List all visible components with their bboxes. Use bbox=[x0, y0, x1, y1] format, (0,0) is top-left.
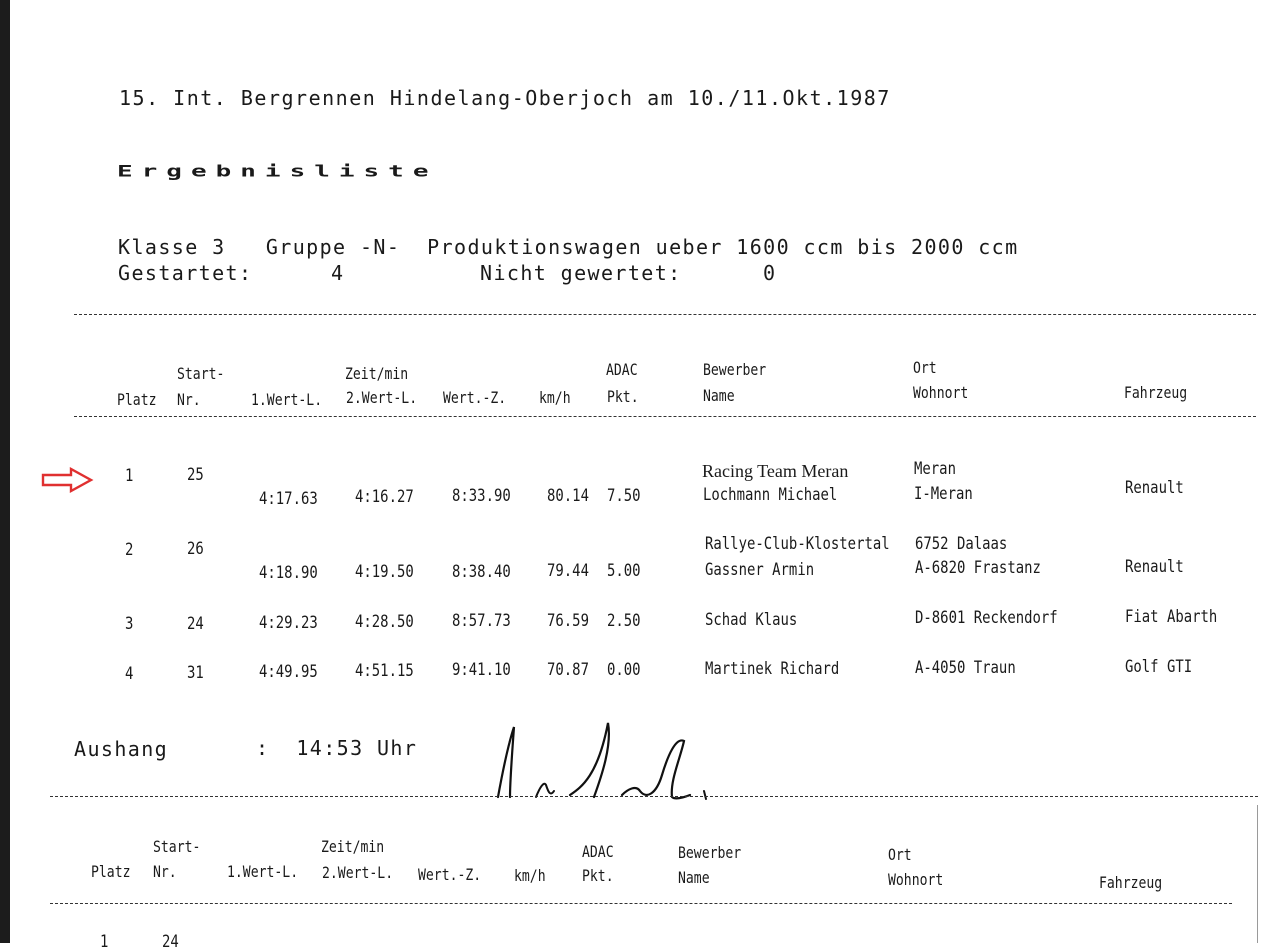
divider-header bbox=[74, 416, 1256, 417]
row-wert1: 4:29.23 bbox=[259, 613, 318, 633]
row-kmh: 76.59 bbox=[547, 611, 589, 631]
col-wertz: Wert.-Z. bbox=[443, 388, 507, 407]
col-bewerber-bottom: Name bbox=[703, 386, 735, 405]
event-title: 15. Int. Bergrennen Hindelang-Oberjoch am 10./11.Okt.1987 bbox=[119, 86, 891, 110]
row-wert1: 4:17.63 bbox=[259, 489, 318, 509]
col-fahrzeug: Fahrzeug bbox=[1124, 383, 1188, 402]
col-bewerber-top: Bewerber bbox=[678, 843, 742, 862]
col-start-bottom: Nr. bbox=[153, 862, 177, 881]
row-wohnort: I-Meran bbox=[914, 484, 973, 504]
col-zeit-top: Zeit/min bbox=[345, 364, 409, 383]
col-start-top: Start- bbox=[153, 837, 201, 856]
row-wert2: 4:51.15 bbox=[355, 661, 414, 681]
signature-icon bbox=[490, 715, 730, 805]
row-ort: Meran bbox=[914, 459, 956, 479]
col-wert2: 2.Wert-L. bbox=[346, 388, 418, 407]
col-adac-top: ADAC bbox=[582, 842, 614, 861]
col-ort-top: Ort bbox=[913, 358, 937, 377]
col-wertz: Wert.-Z. bbox=[418, 865, 482, 884]
row-adac: 0.00 bbox=[607, 660, 641, 680]
col-adac-top: ADAC bbox=[606, 360, 638, 379]
row-adac: 5.00 bbox=[607, 561, 641, 581]
col-kmh: km/h bbox=[539, 388, 571, 407]
col-start-bottom: Nr. bbox=[177, 390, 201, 409]
row-wertz: 8:38.40 bbox=[452, 562, 511, 582]
col-zeit-top: Zeit/min bbox=[321, 837, 385, 856]
col-kmh: km/h bbox=[514, 866, 546, 885]
row-wert2: 4:19.50 bbox=[355, 562, 414, 582]
row-wertz: 8:57.73 bbox=[452, 611, 511, 631]
row-fahrzeug: Renault bbox=[1125, 478, 1184, 498]
row-wohnort: A-4050 Traun bbox=[915, 658, 1016, 678]
col-ort-top: Ort bbox=[888, 845, 912, 864]
row-name: Gassner Armin bbox=[705, 560, 815, 580]
posting-label: Aushang bbox=[74, 737, 169, 761]
row-platz: 2 bbox=[125, 540, 134, 560]
col-wert1: 1.Wert-L. bbox=[227, 862, 299, 881]
row-wert2: 4:16.27 bbox=[355, 487, 414, 507]
row-name: Martinek Richard bbox=[705, 659, 840, 679]
col-platz: Platz bbox=[117, 390, 157, 409]
row-start-nr: 25 bbox=[187, 465, 204, 485]
row-wohnort: A-6820 Frastanz bbox=[915, 558, 1041, 578]
class-line: Klasse 3 Gruppe -N- Produktionswagen ueber 1600 ccm bis 2000 ccm bbox=[118, 235, 1019, 259]
row-wertz: 8:33.90 bbox=[452, 486, 511, 506]
list-heading: Ergebnisliste bbox=[117, 162, 438, 181]
row-bewerber: Rallye-Club-Klostertal bbox=[705, 534, 890, 554]
row-wertz: 9:41.10 bbox=[452, 660, 511, 680]
col-bewerber-top: Bewerber bbox=[703, 360, 767, 379]
row-kmh: 80.14 bbox=[547, 486, 589, 506]
row-fahrzeug: Fiat Abarth bbox=[1125, 607, 1218, 627]
divider-top bbox=[74, 314, 1256, 315]
row-wert2: 4:28.50 bbox=[355, 612, 414, 632]
bottom-row-start-nr: 24 bbox=[162, 932, 179, 952]
divider-bottom bbox=[50, 903, 1232, 904]
bottom-row-platz: 1 bbox=[100, 932, 109, 952]
row-fahrzeug: Renault bbox=[1125, 557, 1184, 577]
row-start-nr: 31 bbox=[187, 663, 204, 683]
col-fahrzeug: Fahrzeug bbox=[1099, 873, 1163, 892]
row-ort: 6752 Dalaas bbox=[915, 534, 1008, 554]
col-adac-bottom: Pkt. bbox=[607, 387, 639, 406]
row-platz: 4 bbox=[125, 664, 134, 684]
row-fahrzeug: Golf GTI bbox=[1125, 657, 1193, 677]
row-kmh: 70.87 bbox=[547, 660, 589, 680]
scan-left-border bbox=[0, 0, 10, 943]
row-bewerber: Racing Team Meran bbox=[702, 461, 849, 481]
row-wert1: 4:18.90 bbox=[259, 563, 318, 583]
col-ort-bottom: Wohnort bbox=[913, 383, 969, 402]
col-adac-bottom: Pkt. bbox=[582, 866, 614, 885]
started-value: 4 bbox=[331, 261, 345, 285]
row-kmh: 79.44 bbox=[547, 561, 589, 581]
row-start-nr: 24 bbox=[187, 614, 204, 634]
right-arrow-outline-icon bbox=[41, 467, 95, 493]
row-platz: 3 bbox=[125, 614, 134, 634]
row-wert1: 4:49.95 bbox=[259, 662, 318, 682]
col-start-top: Start- bbox=[177, 364, 225, 383]
started-label: Gestartet: bbox=[118, 261, 253, 285]
posting-time: : 14:53 Uhr bbox=[256, 736, 418, 760]
row-name: Schad Klaus bbox=[705, 610, 798, 630]
row-adac: 2.50 bbox=[607, 611, 641, 631]
row-platz: 1 bbox=[125, 466, 134, 486]
row-wohnort: D-8601 Reckendorf bbox=[915, 608, 1058, 628]
col-wert1: 1.Wert-L. bbox=[251, 390, 323, 409]
row-adac: 7.50 bbox=[607, 486, 641, 506]
not-rated-label: Nicht gewertet: bbox=[480, 261, 682, 285]
col-ort-bottom: Wohnort bbox=[888, 870, 944, 889]
col-bewerber-bottom: Name bbox=[678, 868, 710, 887]
row-start-nr: 26 bbox=[187, 539, 204, 559]
scan-right-border bbox=[1257, 805, 1258, 943]
row-name: Lochmann Michael bbox=[703, 485, 838, 505]
col-wert2: 2.Wert-L. bbox=[322, 863, 394, 882]
divider-middle bbox=[50, 796, 1258, 797]
col-platz: Platz bbox=[91, 862, 131, 881]
not-rated-value: 0 bbox=[763, 261, 777, 285]
